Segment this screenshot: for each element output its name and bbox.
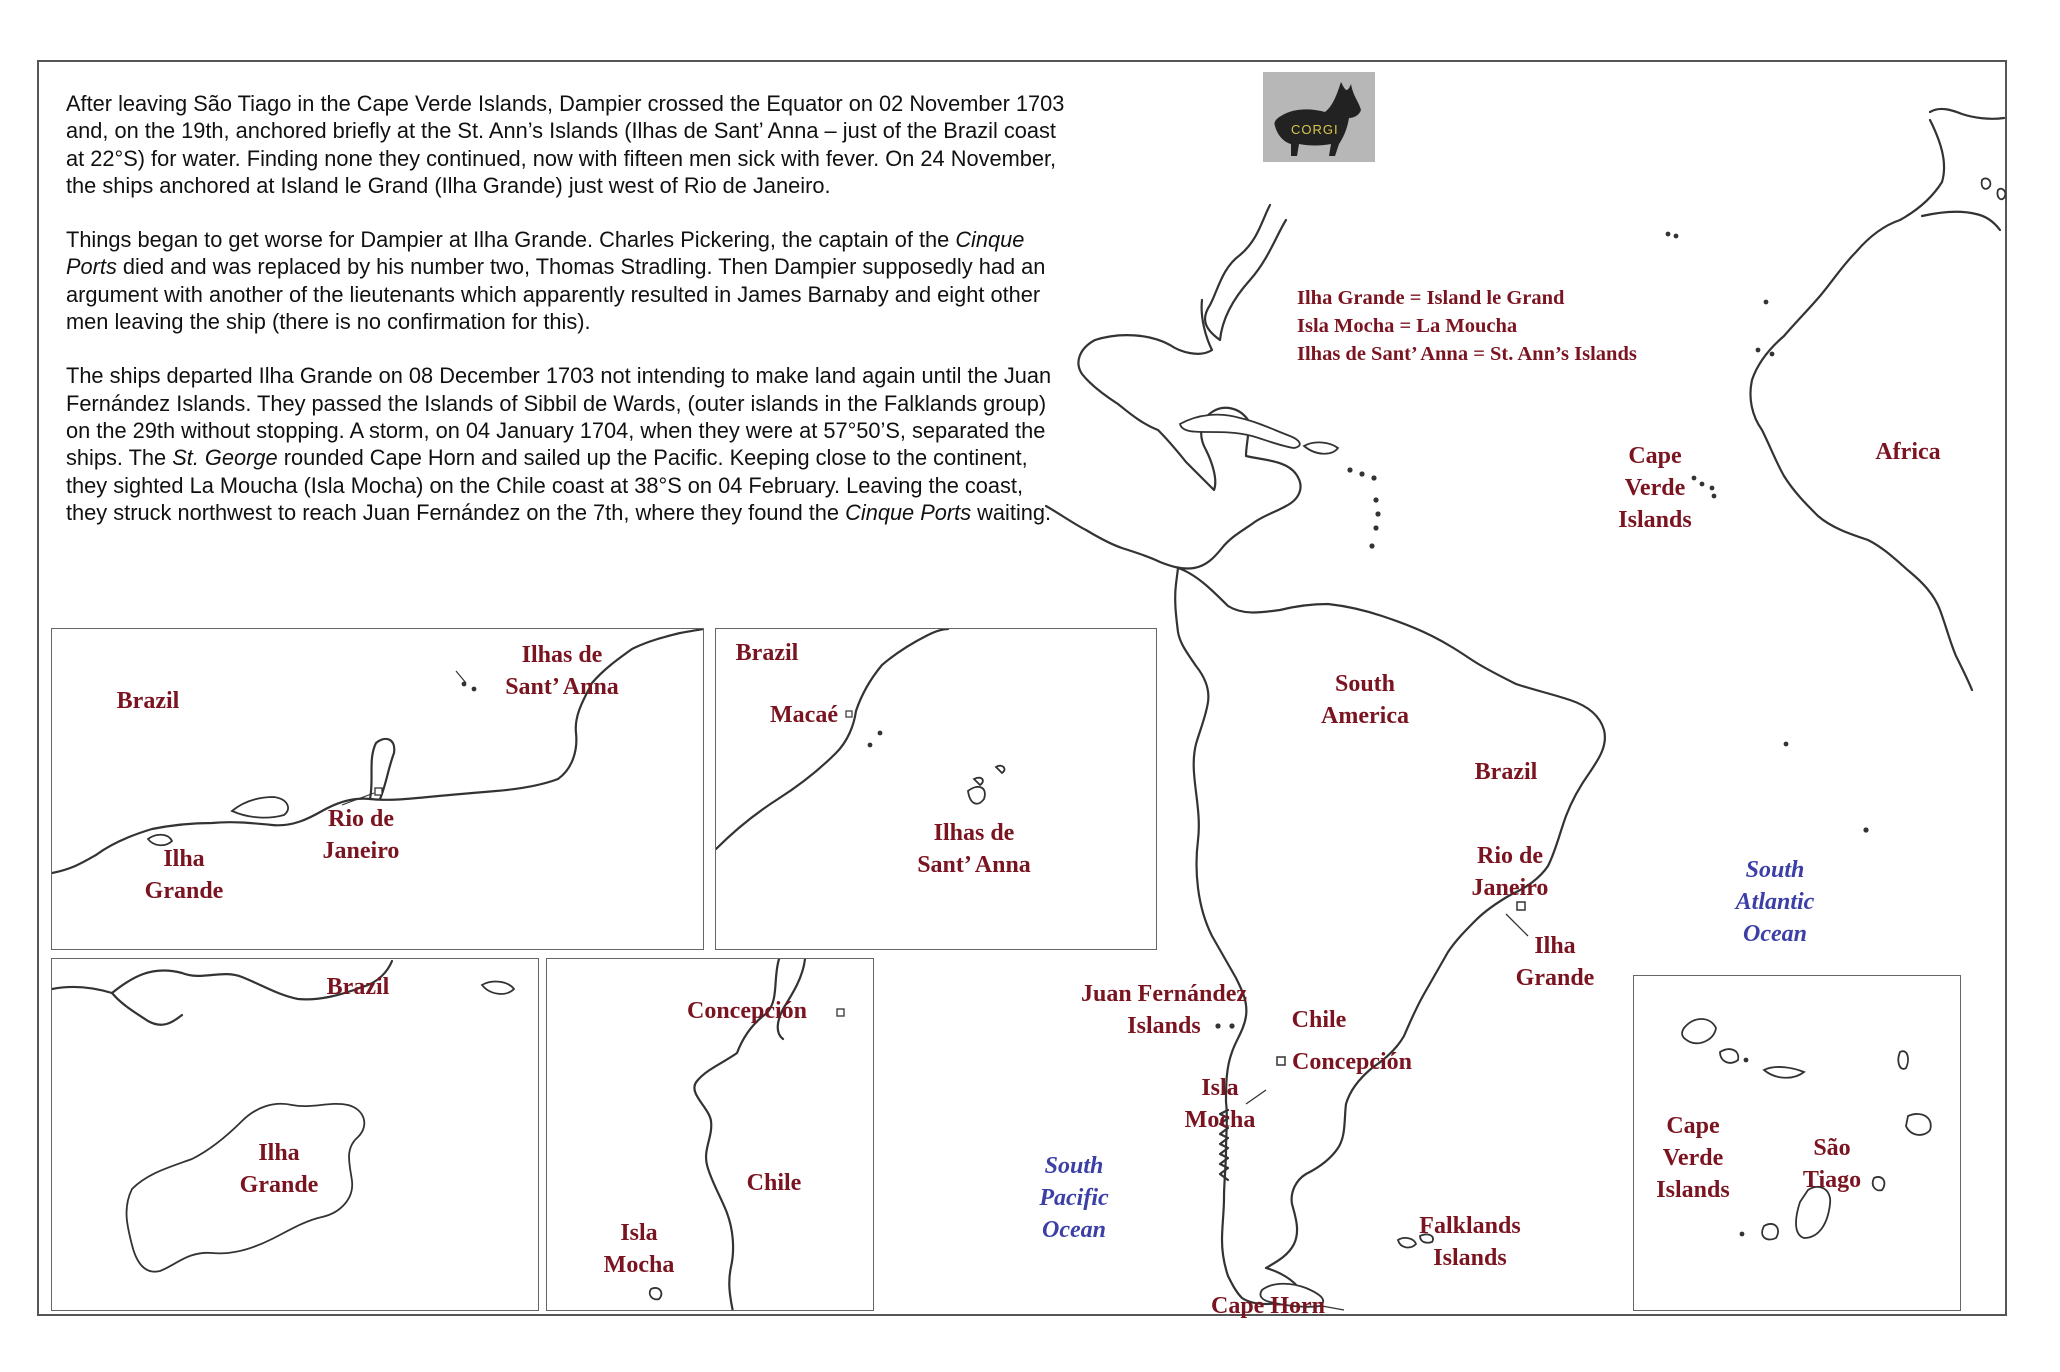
- label-south-america: South America: [1321, 671, 1409, 729]
- label-africa: Africa: [1875, 439, 1941, 465]
- inset-rio-brazil: Brazil: [116, 688, 180, 714]
- legend-line-3: Ilhas de Sant’ Anna = St. Ann’s Islands: [1297, 343, 1637, 365]
- inset-ilha-map: [52, 959, 539, 1311]
- logo-text: CORGI: [1291, 122, 1339, 137]
- label-south-atlantic: South Atlantic Ocean: [1735, 857, 1815, 947]
- label-south-pacific: South Pacific Ocean: [1039, 1153, 1109, 1243]
- label-juan-fernandez: Juan Fernández Islands: [1080, 981, 1247, 1039]
- label-brazil: Brazil: [1474, 759, 1538, 785]
- inset-ilha-grande: [51, 958, 539, 1311]
- inset-macae-macae: Macaé: [770, 702, 838, 728]
- inset-macae: [715, 628, 1157, 950]
- inset-ilha-ilha-grande: Ilha Grande: [239, 1140, 319, 1198]
- inset-macae-santanna: Ilhas de Sant’ Anna: [917, 820, 1031, 878]
- inset-macae-brazil: Brazil: [735, 640, 799, 666]
- label-cape-horn: Cape Horn: [1211, 1293, 1325, 1319]
- cuba-island: [1180, 415, 1300, 448]
- label-chile: Chile: [1291, 1007, 1347, 1033]
- intro-paragraph-1: After leaving São Tiago in the Cape Verde Islands, Dampier crossed the Equator on 02 November 1703 and, on the 19th, anchored briefly at the St. Ann’s Islands (Ilhas de Sant’ Anna – just of the Brazil coast at 22°S) for water. Finding none they continued, now with fifteen men sick with fever. On 24 November, the ships anchored at Island le Grand (Ilha Grande) just west of Rio de Janeiro.: [66, 91, 1065, 198]
- inset-rio-santanna: Ilhas de Sant’ Anna: [505, 642, 619, 700]
- intro-paragraph-2: Things began to get worse for Dampier at Ilha Grande. Charles Pickering, the captain of the Cinque Ports died and was replaced by his number two, Thomas Stradling. Then Dampier supposedly had an argument with another of the lieutenants which apparently resulted in James Barnaby and eight other men leaving the ship (there is no confirmation for this).: [66, 227, 1046, 335]
- intro-text: [66, 90, 1066, 553]
- label-ilha-grande: Ilha Grande: [1515, 933, 1595, 991]
- inset-macae-map: [716, 629, 1157, 950]
- label-concepcion: Concepción: [1292, 1049, 1412, 1075]
- inset-rio-coast: [51, 628, 704, 950]
- inset-rio-rio: Rio de Janeiro: [322, 806, 400, 864]
- inset-cape-verde: [1633, 975, 1961, 1311]
- legend-line-1: Ilha Grande = Island le Grand: [1297, 287, 1565, 309]
- inset-chile-concepcion: Concepción: [687, 998, 807, 1024]
- legend: [1297, 284, 1637, 368]
- hispaniola-island: [1304, 442, 1338, 453]
- inset-cv-sao-tiago: São Tiago: [1802, 1135, 1862, 1193]
- label-isla-mocha: Isla Mocha: [1184, 1075, 1256, 1133]
- legend-line-2: Isla Mocha = La Moucha: [1297, 315, 1518, 337]
- label-cape-verde: Cape Verde Islands: [1618, 443, 1692, 533]
- north-america-coast: [1046, 205, 1301, 569]
- inset-chile: [546, 958, 874, 1311]
- inset-chile-chile: Chile: [746, 1170, 802, 1196]
- corgi-dog-icon: [1263, 72, 1375, 162]
- label-rio: Rio de Janeiro: [1471, 843, 1549, 901]
- inset-ilha-brazil: Brazil: [326, 974, 390, 1000]
- inset-rio-ilha-grande: Ilha Grande: [144, 846, 224, 904]
- africa-coast: [1750, 120, 1972, 690]
- corgi-logo: [1263, 72, 1375, 162]
- inset-chile-isla-mocha: Isla Mocha: [603, 1220, 675, 1278]
- intro-paragraph-3: The ships departed Ilha Grande on 08 December 1703 not intending to make land again until the Juan Fernández Islands. They passed the Islands of Sibbil de Wards, (outer islands in the Falklands group) on the 29th without stopping. A storm, on 04 January 1704, when they were at 57°50’S, separated the ships. The St. George rounded Cape Horn and sailed up the Pacific. Keeping close to the continent, they sighted La Moucha (Isla Mocha) on the Chile coast at 38°S on 04 February. Leaving the coast, they struck northwest to reach Juan Fernández on the 7th, where they found the Cinque Ports waiting.: [66, 363, 1052, 525]
- inset-cv-cape-verde: Cape Verde Islands: [1656, 1113, 1730, 1203]
- label-falklands: Falklands Islands: [1419, 1213, 1521, 1271]
